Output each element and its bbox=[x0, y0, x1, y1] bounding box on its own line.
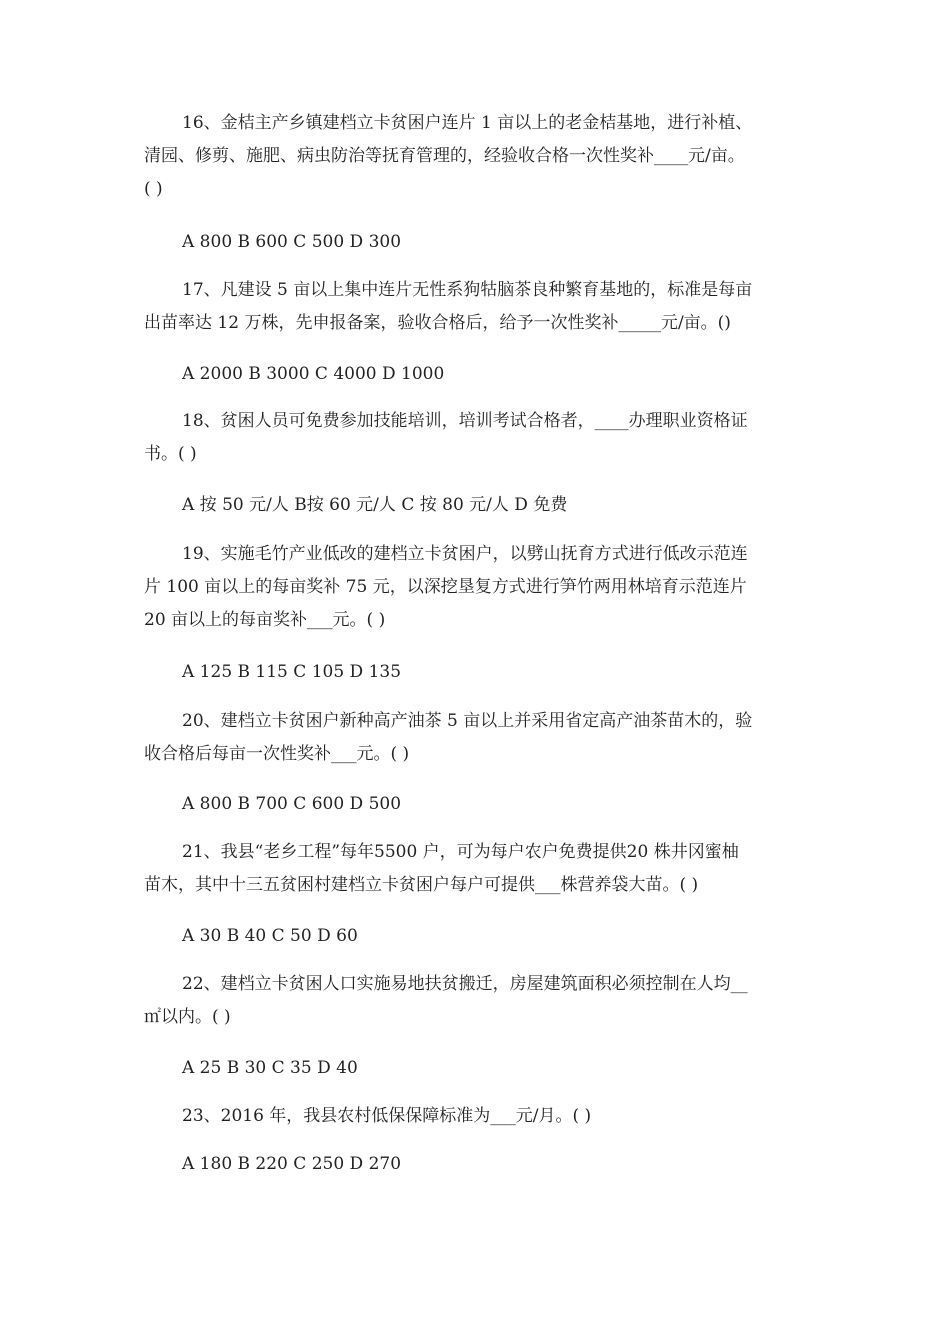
question-line: 22、建档立卡贫困人口实施易地扶贫搬迁，房屋建筑面积必须控制在人均__ bbox=[182, 974, 748, 994]
question-23 bbox=[144, 1100, 810, 1133]
question-22 bbox=[144, 968, 810, 1034]
question-line: 20 亩以上的每亩奖补___元。( ) bbox=[144, 610, 386, 630]
question-line: 20、建档立卡贫困户新种高产油茶 5 亩以上并采用省定高产油茶苗木的，验 bbox=[182, 711, 753, 731]
question-18 bbox=[144, 405, 810, 471]
question-line: 23、2016 年，我县农村低保保障标准为___元/月。( ) bbox=[182, 1106, 592, 1126]
answer-options-22: A 25 B 30 C 35 D 40 bbox=[182, 1058, 358, 1078]
question-line: 21、我县“老乡工程”每年5500 户，可为每户农户免费提供20 株井冈蜜柚 bbox=[182, 842, 739, 862]
question-21 bbox=[144, 836, 810, 902]
answer-options-17: A 2000 B 3000 C 4000 D 1000 bbox=[182, 364, 445, 384]
question-19 bbox=[144, 538, 810, 637]
question-line: ( ) bbox=[144, 179, 163, 199]
question-line: 书。( ) bbox=[144, 444, 197, 464]
question-line: 出苗率达 12 万株，先申报备案，验收合格后，给予一次性奖补_____元/亩。() bbox=[144, 313, 731, 333]
answer-options-20: A 800 B 700 C 600 D 500 bbox=[182, 794, 402, 814]
question-line: ㎡以内。( ) bbox=[144, 1007, 231, 1027]
answer-options-18: A 按 50 元/人 B按 60 元/人 C 按 80 元/人 D 免费 bbox=[182, 495, 568, 515]
answer-options-21: A 30 B 40 C 50 D 60 bbox=[182, 926, 358, 946]
question-line: 清园、修剪、施肥、病虫防治等抚育管理的，经验收合格一次性奖补____元/亩。 bbox=[144, 146, 745, 166]
question-line: 片 100 亩以上的每亩奖补 75 元，以深挖垦复方式进行笋竹两用林培育示范连片 bbox=[144, 577, 747, 597]
question-line: 收合格后每亩一次性奖补___元。( ) bbox=[144, 744, 410, 764]
question-17 bbox=[144, 274, 810, 340]
question-line: 16、金桔主产乡镇建档立卡贫困户连片 1 亩以上的老金桔基地，进行补植、 bbox=[182, 113, 753, 133]
question-line: 苗木，其中十三五贫困村建档立卡贫困户每户可提供___株营养袋大苗。( ) bbox=[144, 875, 699, 895]
question-16 bbox=[144, 107, 810, 206]
answer-options-23: A 180 B 220 C 250 D 270 bbox=[182, 1154, 402, 1174]
question-20 bbox=[144, 705, 810, 771]
question-line: 18、贫困人员可免费参加技能培训，培训考试合格者，____办理职业资格证 bbox=[182, 411, 748, 431]
answer-options-16: A 800 B 600 C 500 D 300 bbox=[182, 232, 402, 252]
question-line: 17、凡建设 5 亩以上集中连片无性系狗牯脑茶良种繁育基地的，标准是每亩 bbox=[182, 280, 753, 300]
answer-options-19: A 125 B 115 C 105 D 135 bbox=[182, 662, 402, 682]
question-line: 19、实施毛竹产业低改的建档立卡贫困户，以劈山抚育方式进行低改示范连 bbox=[182, 544, 748, 564]
